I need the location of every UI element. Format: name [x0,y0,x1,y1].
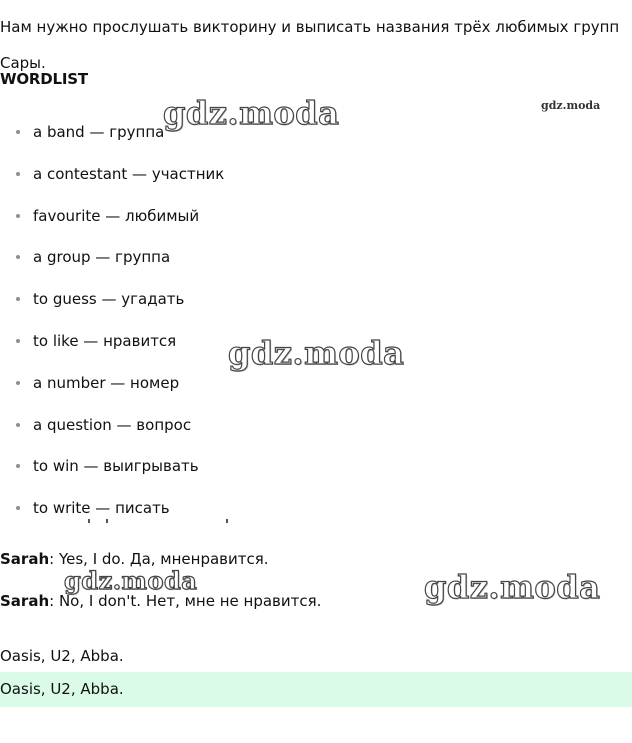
list-item-text: to win — выигрывать [33,457,199,476]
bullet-icon [16,214,20,218]
watermark: gdz.moda [541,99,601,112]
bullet-icon [16,506,20,510]
watermark: gdz.moda [163,94,340,132]
dialog-speaker: Sarah [0,592,50,610]
list-item-text: to write — писать [33,499,170,518]
bullet-icon [16,464,20,468]
wordlist-heading: WORDLIST [0,70,88,88]
list-item [0,326,224,368]
intro-text: Нам нужно прослушать викторину и выписать названия трёх любимых групп Сары. [0,18,620,72]
list-item-text: a group — группа [33,248,171,267]
list-item-text: a band — группа [33,123,165,141]
bullet-icon [16,423,20,427]
list-item [0,159,224,201]
glyph-fragment [106,519,108,523]
watermark: gdz.moda [228,334,405,372]
bullet-icon [16,130,20,134]
list-item-text: a question — вопрос [33,415,192,434]
watermark: gdz.moda [64,566,198,595]
glyph-fragment [226,519,228,523]
list-item [0,410,224,452]
list-item-text: to like — нравится [33,331,177,350]
list-item-text: a number — номер [33,373,180,392]
list-item-text: to guess — угадать [33,290,185,309]
bullet-icon [16,381,20,385]
dialog-text: : No, I don't. Нет, мне не нравится. [49,592,322,610]
bullet-icon [16,255,20,259]
answer-highlight-box [0,672,632,707]
bullet-icon [16,297,20,301]
list-item-text: a contestant — участник [33,164,225,183]
answer-highlight-text: Oasis, U2, Abba. [0,680,124,698]
cropped-text-fragment [0,519,632,525]
bullet-icon [16,339,20,343]
list-item [0,284,224,326]
list-item [0,368,224,410]
glyph-fragment [88,519,90,523]
list-item [0,242,224,284]
list-item [0,451,224,493]
watermark: gdz.moda [424,568,601,606]
dialog-speaker: Sarah [0,550,50,568]
dialog-text: : Yes, I do. Да, мненравится. [49,550,269,568]
answer-text: Oasis, U2, Abba. [0,647,124,665]
bullet-icon [16,172,20,176]
wordlist [0,117,224,535]
list-item [0,201,224,243]
list-item-text: favourite — любимый [33,206,200,225]
list-item [0,493,224,535]
